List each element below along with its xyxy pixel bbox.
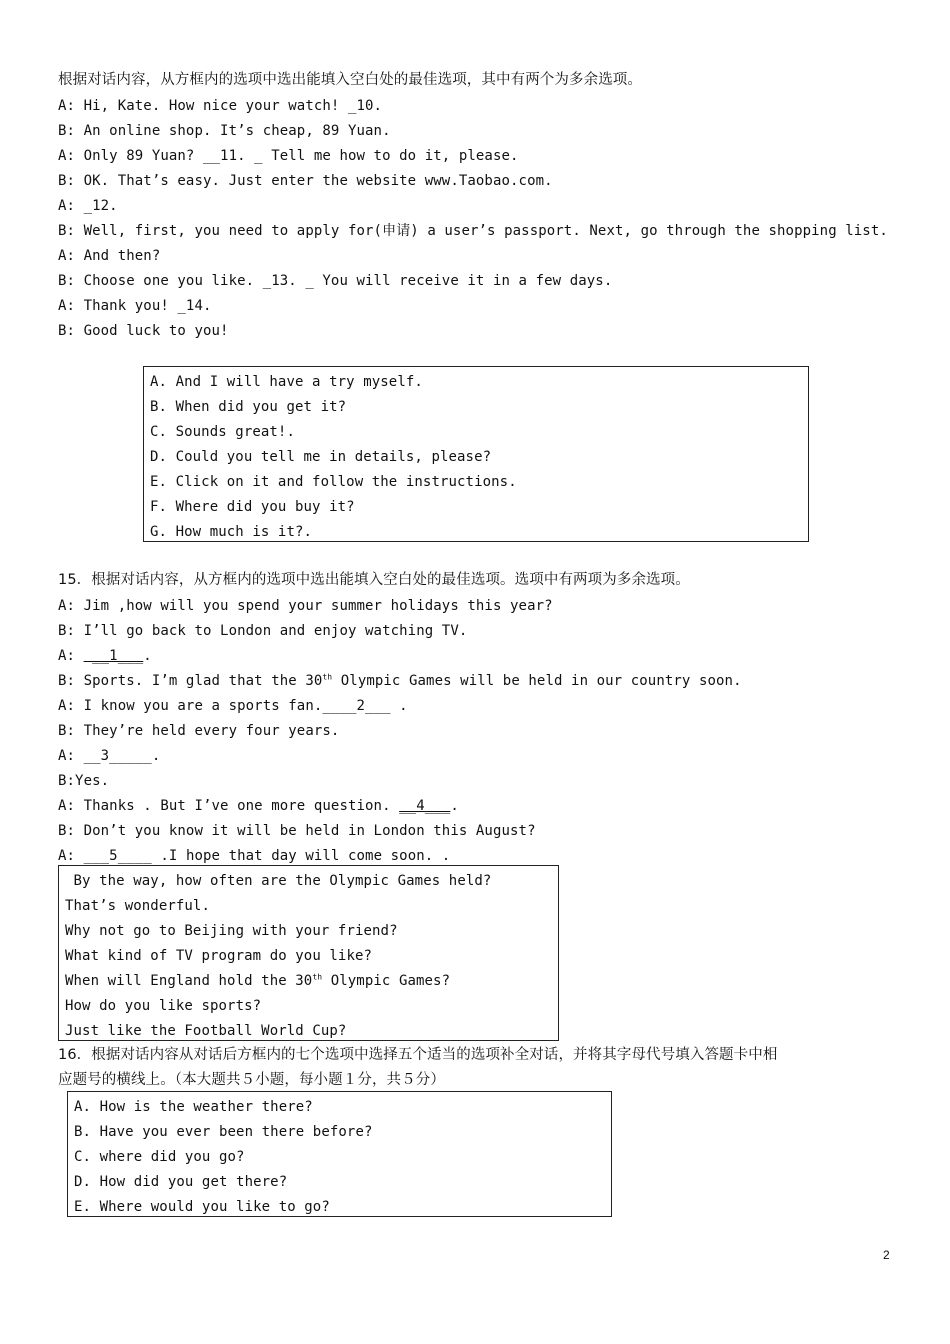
- section2-dialogue-line: [58, 672, 742, 690]
- option-item: D. How did you get there?: [74, 1174, 288, 1190]
- section2-dialogue-line: B: Don’t you know it will be held in London this August?: [58, 823, 536, 839]
- line-text: .: [450, 798, 459, 814]
- section2-dialogue-line: B: They’re held every four years.: [58, 723, 340, 739]
- ordinal-superscript: th: [322, 672, 333, 682]
- line-text: .: [390, 698, 408, 714]
- section2-dialogue-line: [58, 697, 408, 715]
- section1-dialogue-line: B: Well, first, you need to apply for(申请) a user’s passport. Next, go through the shopping list.: [58, 223, 888, 239]
- option-item: B. Have you ever been there before?: [74, 1124, 373, 1140]
- answer-blank-4: __4___: [399, 798, 451, 814]
- line-text: Olympic Games will be held in our country soon.: [332, 673, 742, 689]
- section2-dialogue-line: A: Jim ,how will you spend your summer holidays this year?: [58, 598, 553, 614]
- line-text: A:: [58, 648, 84, 664]
- section3-instruction-cont: 应题号的横线上。（本大题共５小题，每小题１分，共５分）: [58, 1072, 445, 1088]
- option-item: C. Sounds great!.: [150, 424, 295, 440]
- option-item: B. When did you get it?: [150, 399, 347, 415]
- section1-dialogue-line: A: And then?: [58, 248, 161, 264]
- answer-blank-5: ___5____: [83, 848, 152, 864]
- option-item: D. Could you tell me in details, please?: [150, 449, 492, 465]
- option-item: G. How much is it?.: [150, 524, 313, 540]
- line-text: A: I know you are a sports fan.: [58, 698, 323, 714]
- section2-dialogue-line: [58, 797, 459, 815]
- page-number: 2: [883, 1248, 890, 1262]
- section2-dialogue-line: [58, 847, 450, 865]
- line-text: .I hope that day will come soon. .: [151, 848, 451, 864]
- section1-dialogue-line: A: Hi, Kate. How nice your watch! _10.: [58, 98, 383, 114]
- line-text: When will England hold the 30: [65, 973, 313, 989]
- section1-dialogue-line: A: _12.: [58, 198, 118, 214]
- ordinal-superscript: th: [312, 972, 323, 982]
- section1-dialogue-line: B: OK. That’s easy. Just enter the website www.Taobao.com.: [58, 173, 553, 189]
- option-item: A. How is the weather there?: [74, 1099, 313, 1115]
- answer-blank-1: __1___: [83, 648, 144, 664]
- option-item: Why not go to Beijing with your friend?: [65, 923, 398, 939]
- section1-dialogue-line: B: Good luck to you!: [58, 323, 229, 339]
- answer-blank-3: __3_____: [83, 748, 152, 764]
- line-text: A:: [58, 848, 84, 864]
- section2-dialogue-line: B:Yes.: [58, 773, 110, 789]
- section1-dialogue-line: A: Only 89 Yuan? __11. _ Tell me how to do it, please.: [58, 148, 519, 164]
- section3-instruction: 16．根据对话内容从对话后方框内的七个选项中选择五个适当的选项补全对话，并将其字母代号填入答题卡中相: [58, 1047, 778, 1063]
- answer-blank-2: ____2___: [322, 698, 391, 714]
- option-item: By the way, how often are the Olympic Games held?: [65, 873, 492, 889]
- line-text: .: [151, 748, 161, 764]
- section1-options-box: [143, 366, 809, 542]
- section2-instruction: 15．根据对话内容，从方框内的选项中选出能填入空白处的最佳选项。选项中有两项为多余选项。: [58, 572, 690, 588]
- option-item: [65, 972, 450, 990]
- option-item: That’s wonderful.: [65, 898, 210, 914]
- option-item: F. Where did you buy it?: [150, 499, 355, 515]
- option-item: How do you like sports?: [65, 998, 262, 1014]
- line-text: .: [143, 648, 152, 664]
- line-text: B: Sports. I’m glad that the 30: [58, 673, 323, 689]
- option-item: A. And I will have a try myself.: [150, 374, 423, 390]
- option-item: Just like the Football World Cup?: [65, 1023, 347, 1039]
- option-item: E. Where would you like to go?: [74, 1199, 330, 1215]
- option-item: What kind of TV program do you like?: [65, 948, 373, 964]
- section2-dialogue-line: [58, 647, 152, 665]
- section3-options-box: [67, 1091, 612, 1217]
- line-text: Olympic Games?: [322, 973, 451, 989]
- section2-dialogue-line: B: I’ll go back to London and enjoy watching TV.: [58, 623, 468, 639]
- option-item: E. Click on it and follow the instructions.: [150, 474, 517, 490]
- section1-dialogue-line: A: Thank you! _14.: [58, 298, 212, 314]
- section1-dialogue-line: B: Choose one you like. _13. _ You will receive it in a few days.: [58, 273, 613, 289]
- section2-dialogue-line: [58, 747, 160, 765]
- line-text: A: Thanks . But I’ve one more question.: [58, 798, 400, 814]
- option-item: C. where did you go?: [74, 1149, 245, 1165]
- section1-dialogue-line: B: An online shop. It’s cheap, 89 Yuan.: [58, 123, 391, 139]
- section2-options-box: [58, 865, 559, 1041]
- section1-instruction: 根据对话内容，从方框内的选项中选出能填入空白处的最佳选项，其中有两个为多余选项。: [58, 72, 642, 88]
- line-text: A:: [58, 748, 84, 764]
